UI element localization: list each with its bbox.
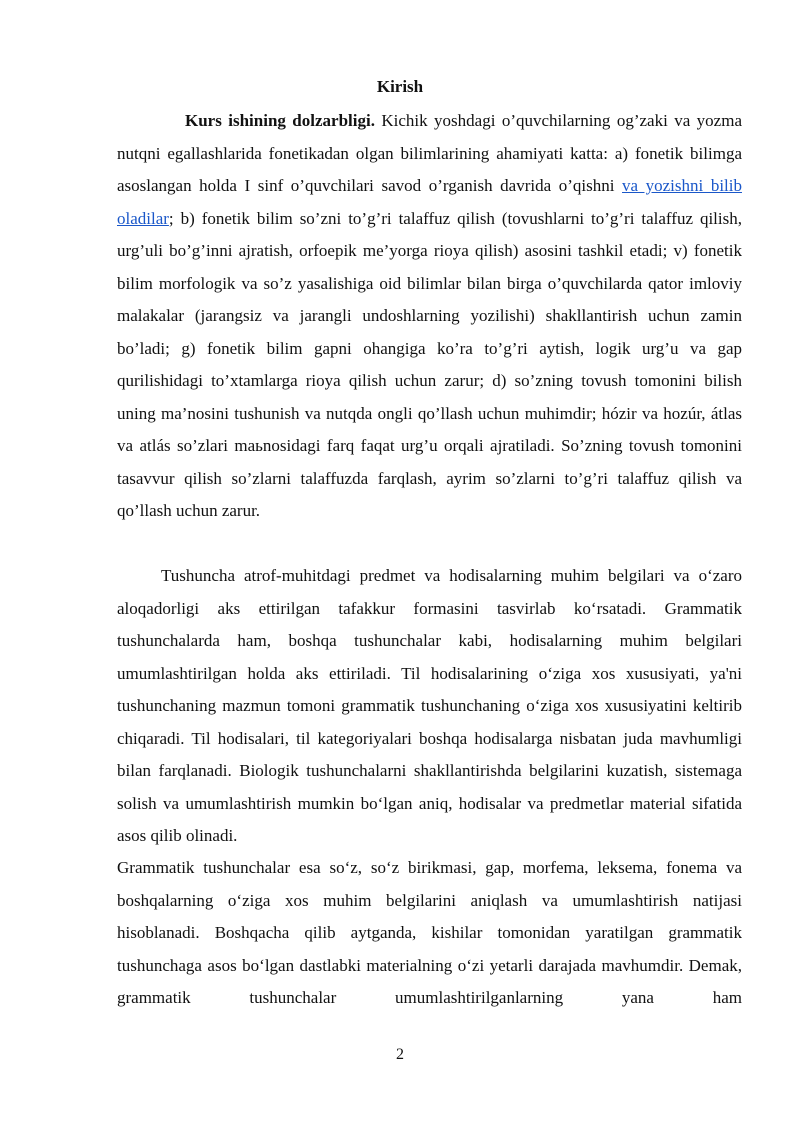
paragraph-concept bbox=[117, 560, 742, 853]
paragraph-text-after-link: ; b) fonetik bilim so’zni to’g’ri talaffuz qilish (tovushlarni to’g’ri talaffuz qilish, urg’uli bo’g’inni ajratish, orfoepik me’yorga rioya qilish) asosini tashkil etadi; v) fonetik bilim morfologik va so’z yasalishiga oid bilimlar bilan birga o’quvchilarda qator imloviy malakalar (jarangsiz va jarangli undoshlarning yozilishi) shakllantirish uchun zamin bo’ladi; g) fonetik bilim gapni ohangiga ko’ra to’g’ri aytish, logik urg’u va gap qurilishidagi to’xtamlarga rioya qilish uchun zarur; d) so’zning tovush tomonini bilish uning ma’nosini tushunish va nutqda ongli qo’llash uchun muhimdir; hózir va hozúr, átlas va atlás so’zlari maьnosidagi farq faqat urg’u orqali ajratiladi. So’zning tovush tomonini tasavvur qilish so’zlarni talaffuzda farqlash, ayrim so’zlarni to’g’ri talaffuz qilish va qo’llash uchun zarur. bbox=[117, 208, 742, 520]
paragraph-relevance bbox=[117, 105, 742, 528]
page-number: 2 bbox=[396, 1046, 404, 1063]
page-title: Kirish bbox=[376, 77, 424, 96]
paragraph-grammar bbox=[117, 852, 742, 1015]
inline-link[interactable]: va yozishni bilib oladilar bbox=[117, 176, 742, 228]
paragraph-text: Tushuncha atrof-muhitdagi predmet va hodisalarning muhim belgilari va o‘zaro aloqadorligi aks ettirilgan tafakkur formasini tasvirlab ko‘rsatadi. Grammatik tushunchalarda ham, boshqa tushunchalar kabi, hodisalarning muhim belgilari umumlashtirilgan holda aks ettiriladi. Til hodisalarining o‘ziga xos xususiyati, ya'ni tushunchaning mazmun tomoni grammatik tushunchaning o‘ziga xos xususiyatini keltirib chiqaradi. Til hodisalari, til kategoriyalari boshqa hodisalarga nisbatan juda mavhumligi bilan farqlanadi. Biologik tushunchalarni shakllantirishda belgilarini kuzatish, sistemaga solish va umumlashtirish mumkin bo‘lgan aniq, hodisalar va predmetlar material sifatida asos qilib olinadi. bbox=[117, 566, 742, 845]
paragraph-text-before-link: Kichik yoshdagi o’quvchilarning og’zaki va yozma nutqni egallashlarida fonetikadan olgan bilimlarining ahamiyati katta: a) fonetik bilimga asoslangan holda I sinf o’quvchilari savod o’rganish davrida o’qishni bbox=[117, 111, 742, 195]
section-heading: Kurs ishining dolzarbligi. bbox=[185, 111, 375, 130]
paragraph-text: Grammatik tushunchalar esa so‘z, so‘z birikmasi, gap, morfema, leksema, fonema va boshqalarning o‘ziga xos muhim belgilarini aniqlash va umumlashtirish natijasi hisoblanadi. Boshqacha qilib aytganda, kishilar tomonidan yaratilgan grammatik tushunchaga asos bo‘lgan dastlabki materialning o‘zi yetarli darajada mavhumdir. Demak, grammatik tushunchalar umumlashtirilganlarning yana ham bbox=[117, 858, 742, 1007]
